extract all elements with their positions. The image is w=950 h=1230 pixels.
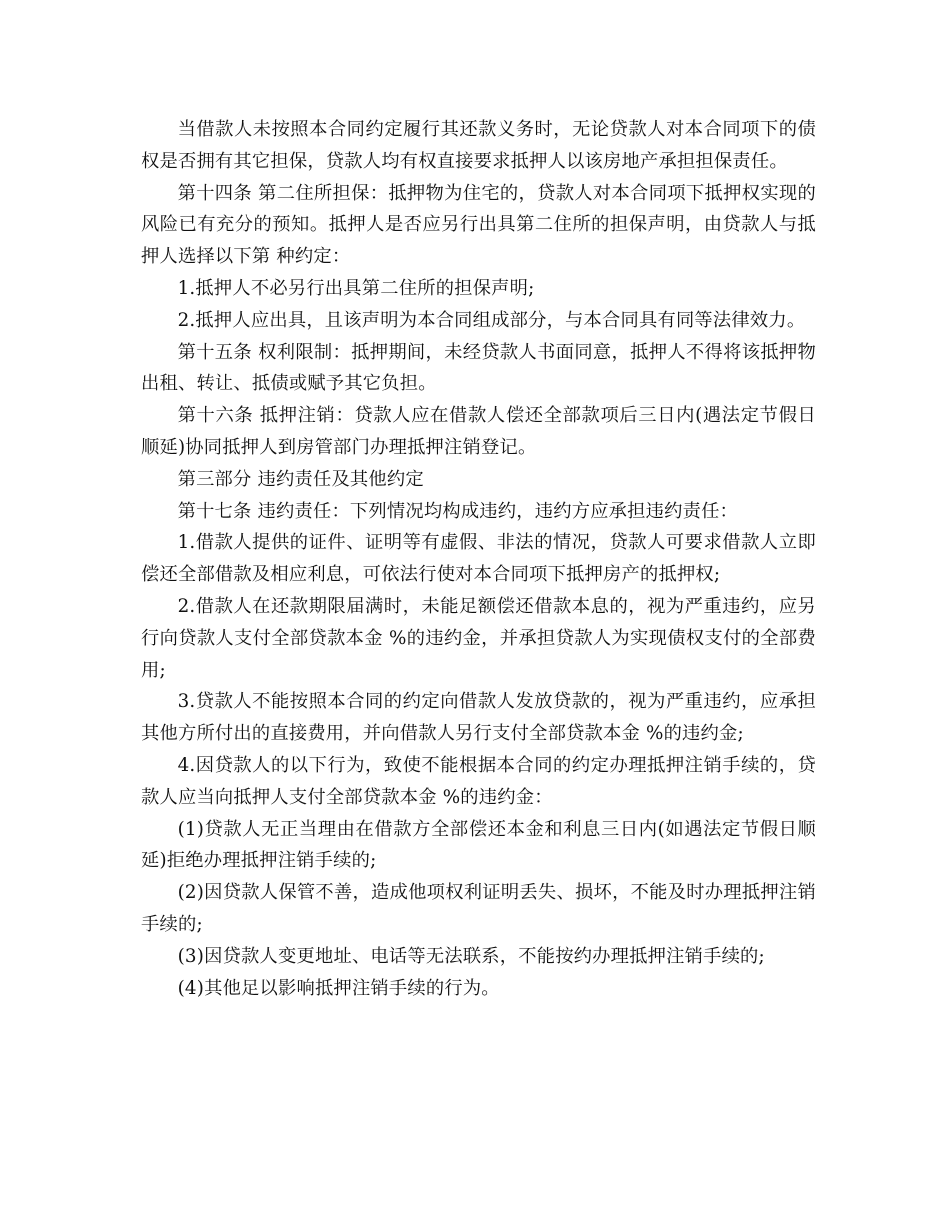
- paragraph-article-14-option-2: 2.抵押人应出具，且该声明为本合同组成部分，与本合同具有同等法律效力。: [177, 309, 806, 331]
- paragraph-article-17-item-1: 1.借款人提供的证件、证明等有虚假、非法的情况，贷款人可要求借款人立即偿还全部借款及相应利息，可依法行使对本合同项下抵押房产的抵押权;: [141, 532, 816, 586]
- document-body: [141, 114, 816, 1004]
- paragraph-article-14-option-1: 1.抵押人不必另行出具第二住所的担保声明;: [177, 277, 535, 299]
- paragraph-article-17-item-3: 3.贷款人不能按照本合同的约定向借款人发放贷款的，视为严重违约，应承担其他方所付出的直接费用，并向借款人另行支付全部贷款本金 %的违约金;: [141, 691, 816, 745]
- paragraph-article-17-item-4-sub-1: (1)贷款人无正当理由在借款方全部偿还本金和利息三日内(如遇法定节假日顺延)拒绝办理抵押注销手续的;: [141, 818, 816, 872]
- paragraph-article-17-item-4-sub-4: (4)其他足以影响抵押注销手续的行为。: [177, 977, 500, 999]
- section-heading-part-3: 第三部分 违约责任及其他约定: [177, 468, 424, 490]
- paragraph-article-17: 第十七条 违约责任：下列情况均构成违约，违约方应承担违约责任：: [177, 500, 739, 522]
- paragraph-article-17-item-4: 4.因贷款人的以下行为，致使不能根据本合同的约定办理抵押注销手续的，贷款人应当向抵押人支付全部贷款本金 %的违约金：: [141, 754, 816, 808]
- paragraph-guarantee-liability: 当借款人未按照本合同约定履行其还款义务时，无论贷款人对本合同项下的债权是否拥有其它担保，贷款人均有权直接要求抵押人以该房地产承担担保责任。: [141, 119, 816, 172]
- paragraph-article-15: 第十五条 权利限制：抵押期间，未经贷款人书面同意，抵押人不得将该抵押物出租、转让、抵债或赋予其它负担。: [141, 341, 816, 395]
- paragraph-article-14: 第十四条 第二住所担保：抵押物为住宅的，贷款人对本合同项下抵押权实现的风险已有充分的预知。抵押人是否应另行出具第二住所的担保声明，由贷款人与抵押人选择以下第 种约定：: [141, 182, 816, 268]
- paragraph-article-17-item-4-sub-3: (3)因贷款人变更地址、电话等无法联系，不能按约办理抵押注销手续的;: [177, 945, 765, 967]
- paragraph-article-17-item-4-sub-2: (2)因贷款人保管不善，造成他项权利证明丢失、损坏，不能及时办理抵押注销手续的;: [141, 882, 816, 935]
- paragraph-article-16: 第十六条 抵押注销：贷款人应在借款人偿还全部款项后三日内(遇法定节假日顺延)协同抵押人到房管部门办理抵押注销登记。: [141, 405, 816, 458]
- paragraph-article-17-item-2: 2.借款人在还款期限届满时，未能足额偿还借款本息的，视为严重违约，应另行向贷款人支付全部贷款本金 %的违约金，并承担贷款人为实现债权支付的全部费用;: [141, 595, 816, 681]
